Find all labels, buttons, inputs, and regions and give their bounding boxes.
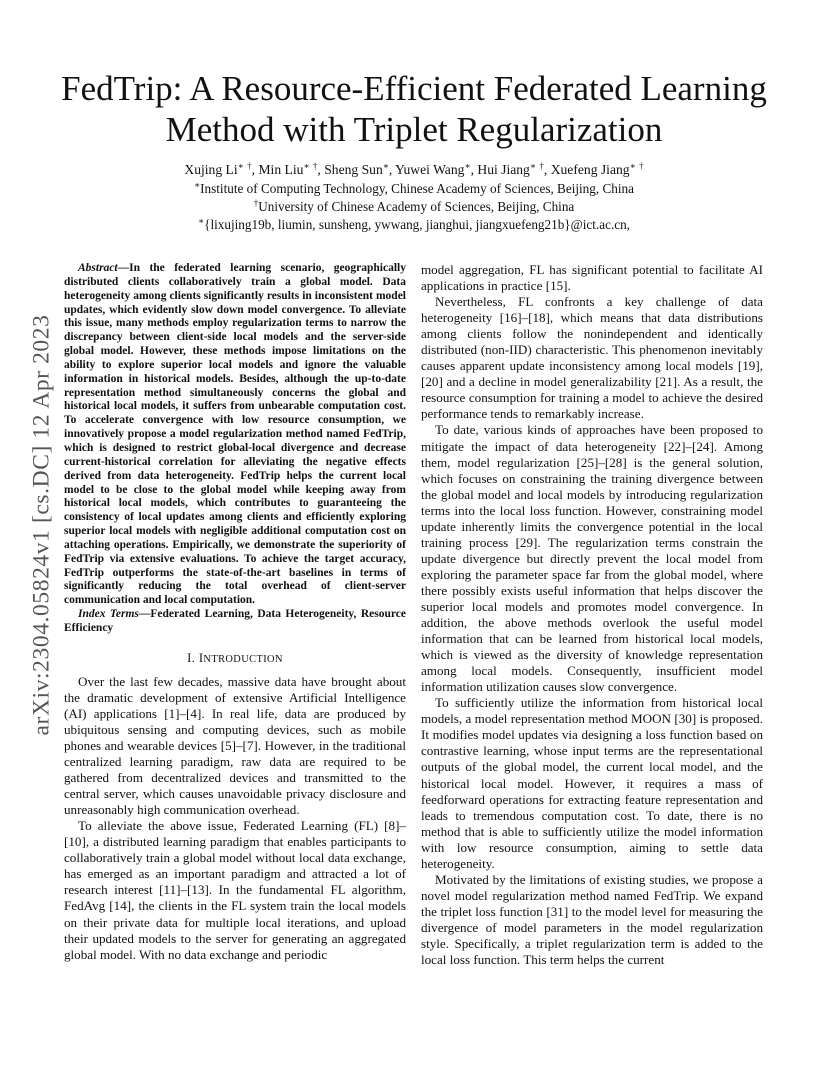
right-column	[421, 262, 763, 968]
paragraph-fedtrip-motivation: Motivated by the limitations of existing studies, we propose a novel model regularization method named FedTrip. We expand the triplet loss function [31] to the model level for measuring the divergence of model parameters in the model regularization style. Specifically, a triplet regularization term is added to the local loss function. This term helps the current	[421, 871, 763, 968]
paragraph-regularization: To date, various kinds of approaches have been proposed to mitigate the impact of data heterogeneity [22]–[24]. Among them, model regularization [25]–[28] is the general solution, which focuses on constraining the training divergence between the global model and local models by introducing regularization terms into the local loss function. However, constraining model update inherently limits the convergence potential in the local training process [29]. The regularization terms constrain the update divergence but directly prevent the local model from exploring the parameter space far from the global model, where there possibly exists useful information that helps discover the superior local models and promotes model convergence. In addition, the above methods overlook the useful model information that can be learned from historical local models, which is viewed as the diversity of knowledge representation among local models. Consequently, insufficient model information utilization causes slow convergence.	[421, 422, 763, 695]
paragraph-continued: model aggregation, FL has significant potential to facilitate AI applications in practice [15].	[421, 262, 763, 294]
arxiv-identifier: arXiv:2304.05824v1 [cs.DC] 12 Apr 2023	[28, 314, 55, 736]
section-heading-introduction: I. INTRODUCTION	[187, 650, 283, 665]
affiliation-ict: ∗Institute of Computing Technology, Chinese Academy of Sciences, Beijing, China	[194, 180, 634, 196]
paper-title: FedTrip: A Resource-Efficient Federated Learning Method with Triplet Regularization	[61, 69, 767, 149]
abstract: Abstract—In the federated learning scenario, geographically distributed clients collaboratively train a global model. Data heterogeneity among clients significantly results in inconsistent model updates, which evidently slow down model convergence. To alleviate this issue, many methods employ regularization terms to narrow the discrepancy between client-side local models and the server-side global model. However, these methods impose limitations on the ability to explore superior local models and ignore the valuable information in historical models. Besides, although the up-to-date representation method simultaneously concerns the global and historical local models, it suffers from unbearable computation cost. To accelerate convergence with low resource consumption, we innovatively propose a model regularization method named FedTrip, which is designed to restrict global-local divergence and decrease current-historical correlation for alleviating the negative effects derived from data heterogeneity. FedTrip helps the current local model to be close to the global model while keeping away from historical local models, which contributes to guaranteeing the consistency of local updates among clients and efficiently exploring superior local models with negligible additional computation cost on attaching operations. Empirically, we demonstrate the superiority of FedTrip via extensive evaluations. To achieve the target accuracy, FedTrip outperforms the state-of-the-art baselines in terms of significantly reducing the total overhead of client-server communication and local computation.	[64, 262, 406, 607]
affiliation-ucas: †University of Chinese Academy of Sciences, Beijing, China	[253, 198, 575, 214]
author-emails: ∗{lixujing19b, liumin, sunsheng, ywwang, jianghui, jiangxuefeng21b}@ict.ac.cn,	[198, 216, 630, 232]
left-column	[64, 262, 406, 963]
index-terms: Index Terms—Federated Learning, Data Heterogeneity, Resource Efficiency	[64, 608, 406, 634]
author-list: Xujing Li∗ †, Min Liu∗ †, Sheng Sun∗, Yuwei Wang∗, Hui Jiang∗ †, Xuefeng Jiang∗ †	[184, 161, 644, 177]
paragraph-data-heterogeneity: Nevertheless, FL confronts a key challenge of data heterogeneity [16]–[18], which means that data distributions among clients follow the nonindependent and identically distributed (non-IID) characteristic. This phenomenon inevitably causes apparent update inconsistency among local models [19], [20] and a decline in model generalizability [21]. As a result, the resource consumption for training a model to achieve the desired performance tends to remarkably increase.	[421, 294, 763, 422]
intro-paragraph-1: Over the last few decades, massive data have brought about the dramatic development of extensive Artificial Intelligence (AI) applications [1]–[4]. In real life, data are produced by ubiquitous sensing and computing devices, such as mobile phones and wearable devices [5]–[7]. However, in the traditional centralized learning paradigm, raw data are required to be gathered from decentralized devices and transmitted to the central server, which causes unavoidable privacy disclosure and unreasonably high communication overhead.	[64, 673, 406, 818]
intro-paragraph-2: To alleviate the above issue, Federated Learning (FL) [8]–[10], a distributed learning paradigm that enables participants to collaboratively train a global model without local data exchange, has emerged as an important paradigm and attracted a lot of research interest [11]–[13]. In the fundamental FL algorithm, FedAvg [14], the clients in the FL system train the local models on their private data for multiple local iterations, and upload their updated models to the server for generating an aggregated global model. With no data exchange and periodic	[64, 818, 406, 962]
paragraph-moon: To sufficiently utilize the information from historical local models, a model representation method MOON [30] is proposed. It modifies model updates via designing a loss function based on contrastive learning, whose input terms are the representational outputs of the global model, the current local model, and the historical local model. However, it requires a mass of feedforward operations for extracting feature representation and leads to tremendous computation cost. To date, there is no method that is able to sufficiently utilize the model information with low resource consumption, aiming to settle data heterogeneity.	[421, 695, 763, 871]
